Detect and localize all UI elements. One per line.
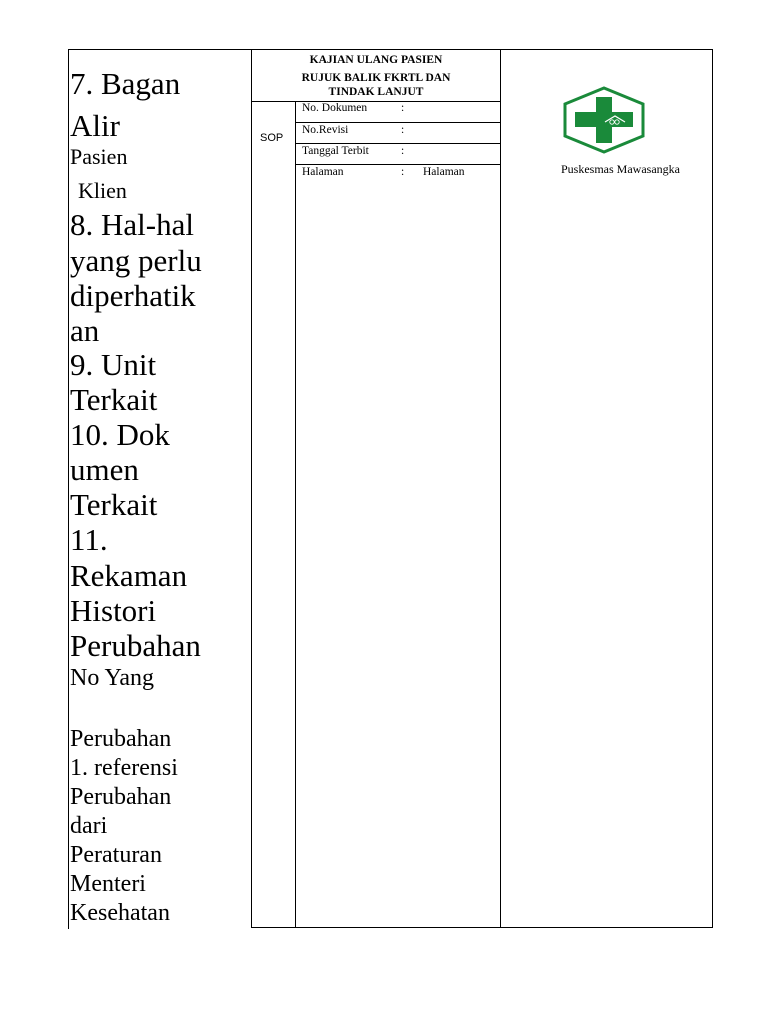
meta-label-halaman: Halaman (302, 166, 344, 178)
table-top-border (68, 49, 713, 50)
column-divider-right (500, 49, 501, 928)
document-title-line-3: TINDAK LANJUT (328, 86, 424, 98)
left-text-line: 9. Unit (70, 347, 157, 382)
document-title-line-2: RUJUK BALIK FKRTL DAN (301, 72, 451, 84)
sop-label: SOP (260, 132, 284, 144)
left-text-line: Terkait (70, 487, 158, 522)
meta-row-border-1 (295, 122, 501, 123)
left-text-line: an (70, 313, 100, 348)
left-text-line: 7. Bagan (70, 66, 181, 101)
left-text-line: Kesehatan (70, 900, 170, 926)
left-text-line: diperhatik (70, 278, 196, 313)
left-text-line: dari (70, 813, 108, 839)
left-text-line: 10. Dok (70, 417, 170, 452)
left-text-line: umen (70, 452, 139, 487)
left-text-line: 8. Hal-hal (70, 207, 194, 242)
left-text-line: Alir (70, 108, 120, 143)
left-text-line: Rekaman (70, 558, 188, 593)
left-text-line: 11. (70, 522, 108, 557)
column-divider-sop (295, 101, 296, 928)
left-text-line: No Yang (70, 665, 155, 691)
meta-sep-halaman: : (401, 166, 405, 178)
left-text-line: Perubahan (70, 726, 172, 752)
meta-sep-no-revisi: : (401, 124, 405, 136)
meta-row-border-3 (295, 164, 501, 165)
left-text-line: Histori (70, 593, 157, 628)
document-title-line-1: KAJIAN ULANG PASIEN (309, 54, 443, 66)
left-text-line: 1. referensi (70, 755, 178, 781)
left-text-line: Klien (78, 178, 127, 203)
meta-row-border-2 (295, 143, 501, 144)
puskesmas-logo-icon (562, 86, 646, 154)
left-text-line: yang perlu (70, 243, 202, 278)
meta-label-no-revisi: No.Revisi (302, 124, 349, 136)
meta-sep-no-dokumen: : (401, 102, 405, 114)
table-left-border (68, 49, 69, 929)
left-text-line: Terkait (70, 382, 158, 417)
meta-label-tanggal-terbit: Tanggal Terbit (302, 145, 369, 157)
meta-label-no-dokumen: No. Dokumen (302, 102, 368, 114)
left-text-line: Perubahan (70, 784, 172, 810)
column-divider-left (251, 49, 252, 928)
table-right-border (712, 49, 713, 928)
meta-value-halaman: Halaman (423, 166, 465, 178)
institution-name: Puskesmas Mawasangka (561, 162, 680, 176)
title-bottom-border (251, 101, 501, 102)
left-text-line: Peraturan (70, 842, 162, 868)
left-text-line: Menteri (70, 871, 146, 897)
table-bottom-border (251, 927, 713, 928)
left-text-line: Perubahan (70, 628, 201, 663)
meta-sep-tanggal-terbit: : (401, 145, 405, 157)
left-text-line: Pasien (70, 144, 128, 169)
